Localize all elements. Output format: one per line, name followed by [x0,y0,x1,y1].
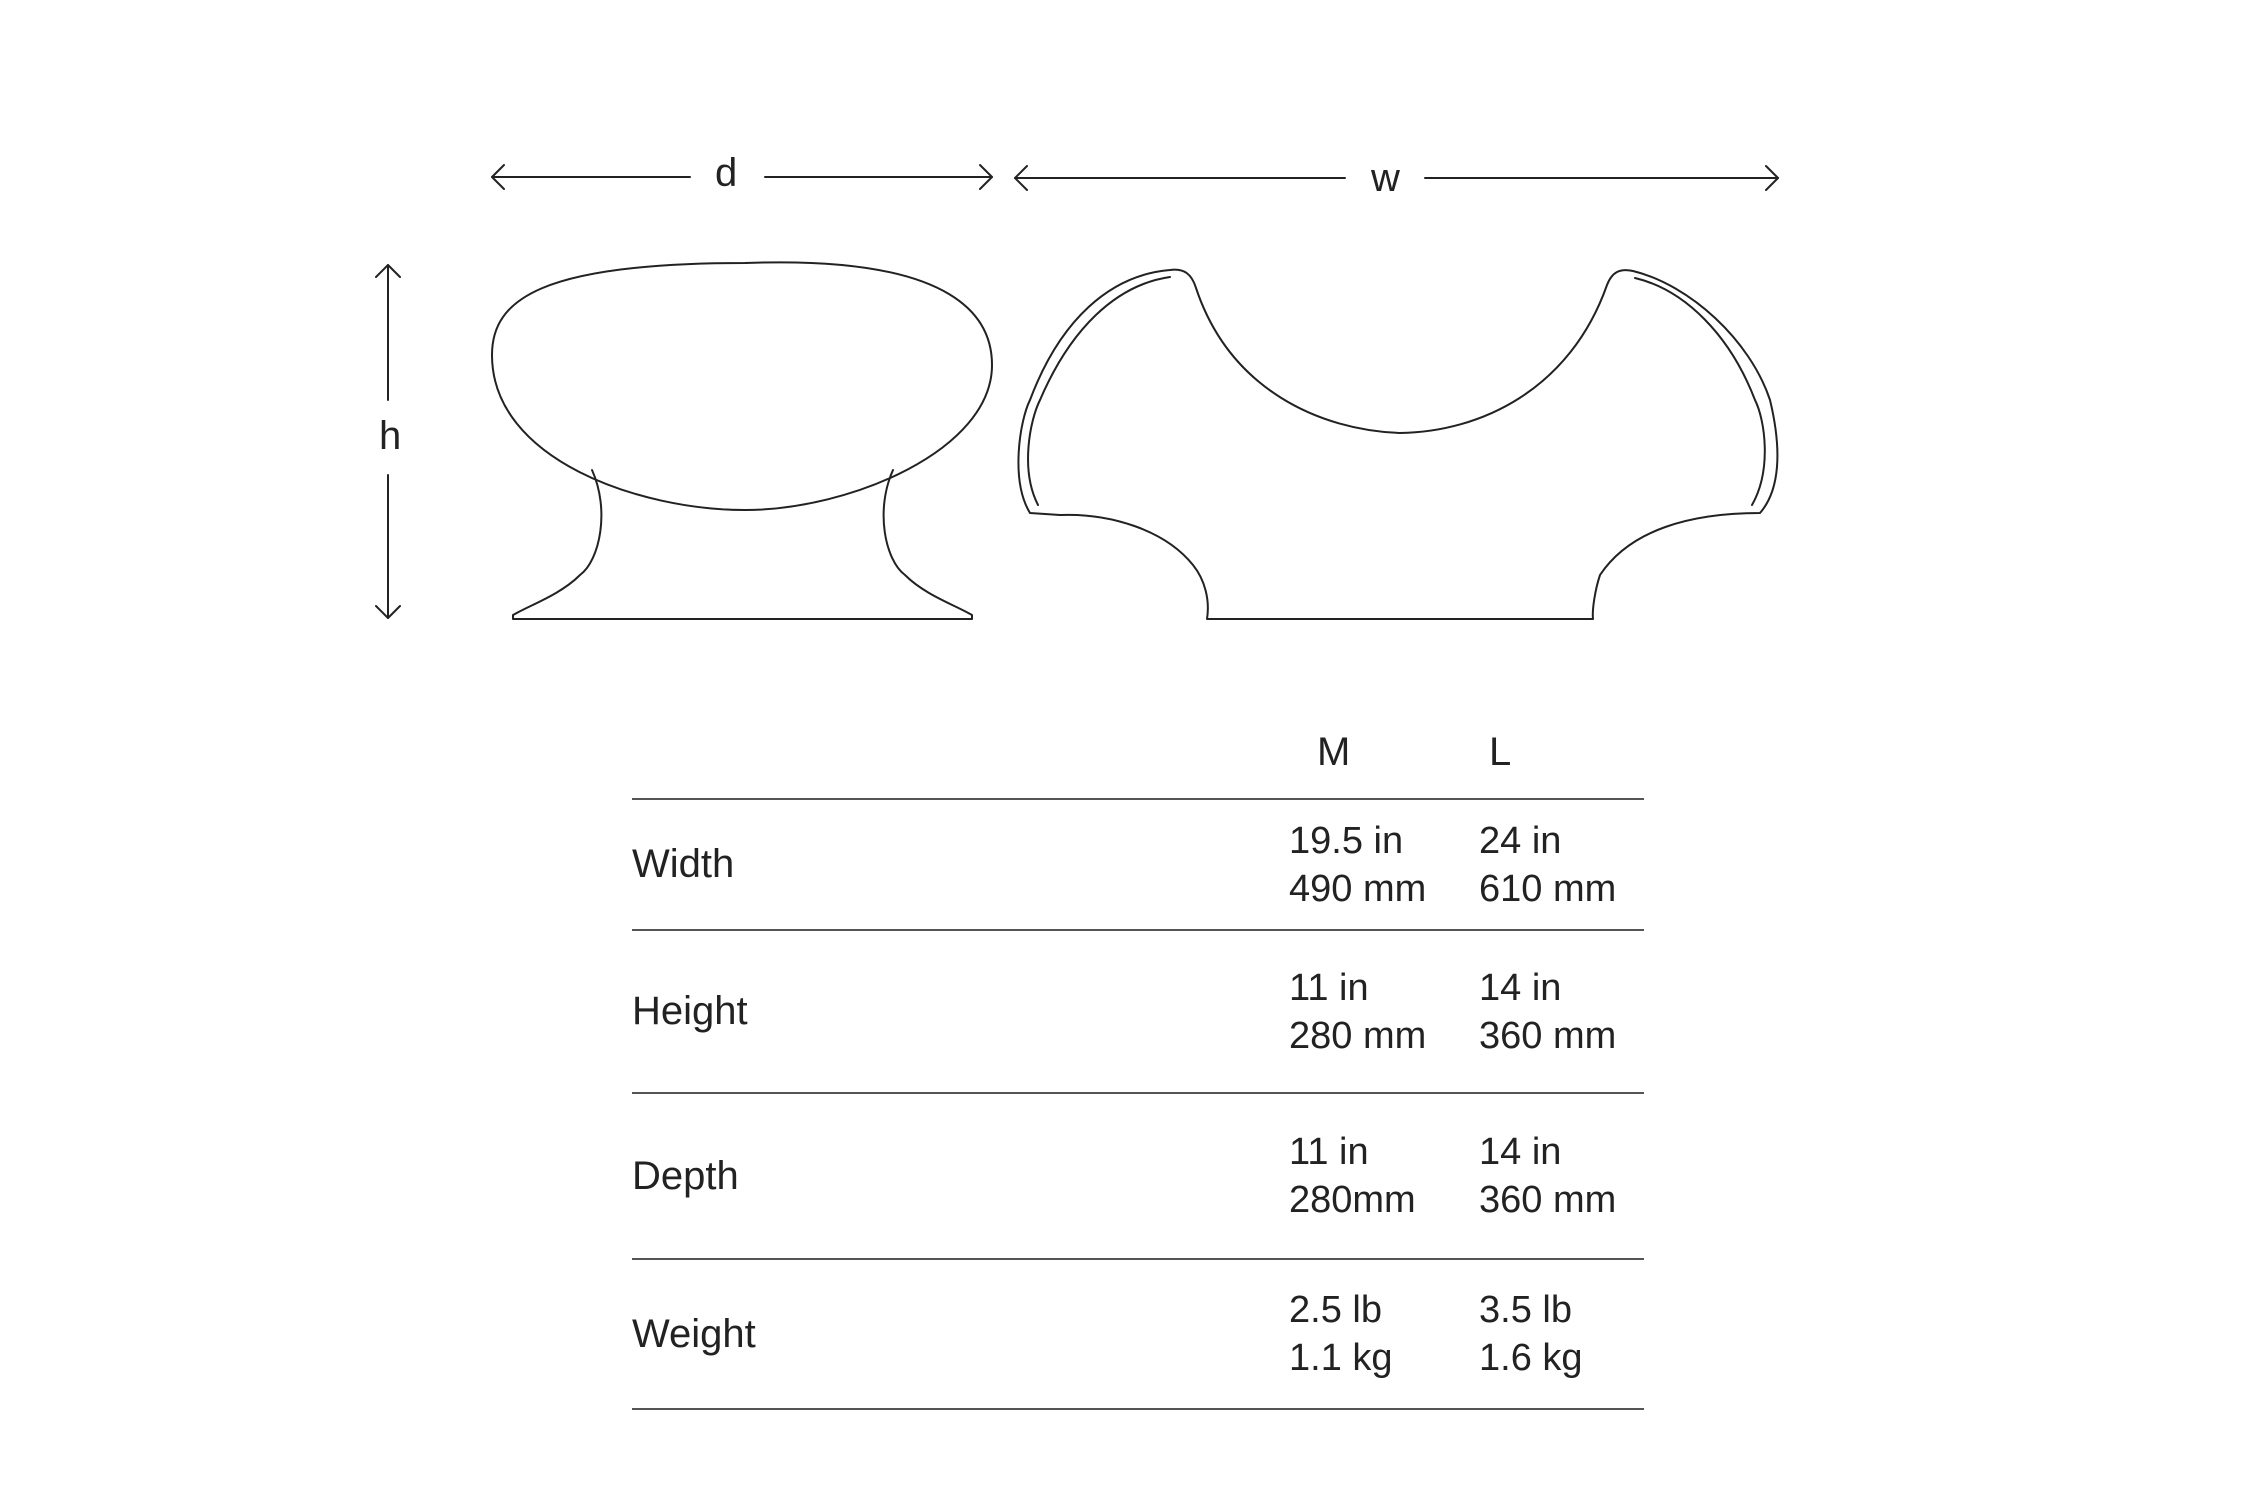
size-m-value: 11 in 280mm [1289,1131,1416,1221]
row-label: Height [632,989,748,1033]
table-header-row [632,730,1644,799]
height-label: h [371,416,409,456]
column-header-m: M [1317,730,1351,774]
spec-table [632,730,1644,1410]
row-label: Depth [632,1153,739,1198]
front-view-outline [1018,270,1777,619]
row-label: Weight [632,1311,756,1356]
row-label: Width [632,842,735,886]
column-header-l: L [1489,730,1512,774]
table-row-height [632,930,1644,1093]
size-m-value: 11 in 280 mm [1289,966,1427,1057]
width-label: w [1363,158,1408,198]
table-row-depth [632,1093,1644,1259]
table-row-width [632,799,1644,930]
size-l-value: 24 in 610 mm [1479,819,1617,910]
size-l-value: 14 in 360 mm [1479,966,1617,1057]
size-m-value: 2.5 lb 1.1 kg [1289,1289,1393,1379]
depth-label: d [707,153,745,193]
side-view-outline [492,262,992,619]
size-m-value: 19.5 in 490 mm [1289,819,1427,910]
size-l-value: 3.5 lb 1.6 kg [1479,1289,1583,1379]
size-l-value: 14 in 360 mm [1479,1131,1617,1221]
table-row-weight [632,1259,1644,1409]
